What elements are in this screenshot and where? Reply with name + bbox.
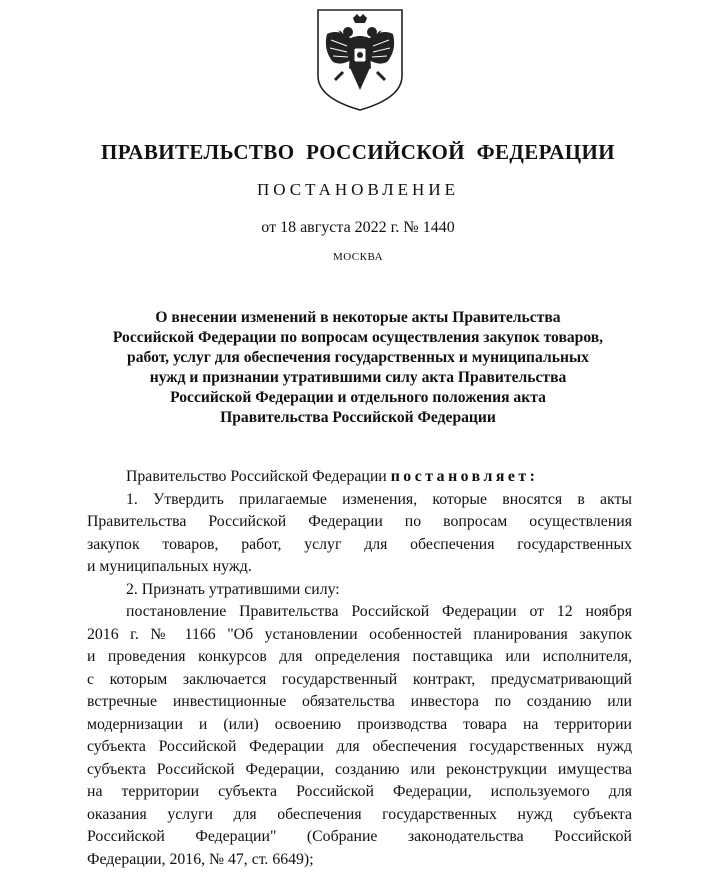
paragraph-line: встречные инвестиционные обязательства инвестора по созданию или bbox=[87, 693, 632, 710]
paragraph-line: и проведения конкурсов для определения поставщика или исполнителя, bbox=[87, 648, 632, 665]
title-line: Правительства Российской Федерации bbox=[220, 409, 496, 426]
title-line: нужд и признании утратившими силу акта Правительства bbox=[149, 369, 567, 386]
russian-coat-of-arms-icon bbox=[313, 6, 407, 114]
document-title bbox=[80, 308, 636, 428]
document-type: ПОСТАНОВЛЕНИЕ bbox=[256, 180, 459, 199]
paragraph-line: постановление Правительства Российской Федерации от 12 ноября bbox=[126, 603, 632, 620]
paragraph-line: субъекта Российской Федерации для обеспечения государственных нужд bbox=[87, 738, 632, 755]
decree-keyword: постановляет: bbox=[390, 468, 539, 485]
preamble bbox=[87, 466, 632, 489]
preamble-text: Правительство Российской Федерации bbox=[126, 468, 391, 485]
paragraph-line: с которым заключается государственный контракт, предусматривающий bbox=[87, 670, 632, 688]
paragraph-line: Российской Федерации" (Собрание законодательства Российской bbox=[87, 828, 632, 845]
title-line: О внесении изменений в некоторые акты Правительства bbox=[155, 309, 561, 326]
title-line: Российской Федерации и отдельного положения акта bbox=[170, 389, 546, 406]
government-name: ПРАВИТЕЛЬСТВО РОССИЙСКОЙ ФЕДЕРАЦИИ bbox=[101, 140, 615, 164]
paragraph-line: 2016 г. № 1166 "Об установлении особенностей планирования закупок bbox=[87, 625, 632, 643]
paragraph-line: закупок товаров, работ, услуг для обеспечения государственных bbox=[87, 535, 632, 553]
paragraph-line: модернизации и (или) освоению производства товара на территории bbox=[87, 715, 632, 733]
paragraph-line: субъекта Российской Федерации, созданию или реконструкции имущества bbox=[87, 760, 632, 778]
document-body bbox=[87, 466, 632, 871]
paragraph-line: 1. Утвердить прилагаемые изменения, которые вносятся в акты bbox=[126, 490, 632, 508]
title-line: работ, услуг для обеспечения государственных и муниципальных bbox=[127, 349, 589, 366]
paragraph-line: оказания услуги для обеспечения государственных нужд субъекта bbox=[87, 805, 632, 823]
title-line: Российской Федерации по вопросам осуществления закупок товаров, bbox=[112, 329, 604, 346]
city: МОСКВА bbox=[332, 251, 384, 263]
paragraph-line: на территории субъекта Российской Федерации, используемого для bbox=[87, 783, 632, 800]
paragraph-line: 2. Признать утратившими силу: bbox=[126, 580, 340, 598]
date-and-number: от 18 августа 2022 г. № 1440 bbox=[261, 219, 455, 236]
paragraph-line: Правительства Российской Федерации по вопросам осуществления bbox=[87, 513, 632, 530]
paragraph-line: и муниципальных нужд. bbox=[87, 558, 252, 575]
paragraph-line: Федерации, 2016, № 47, ст. 6649); bbox=[87, 850, 314, 868]
